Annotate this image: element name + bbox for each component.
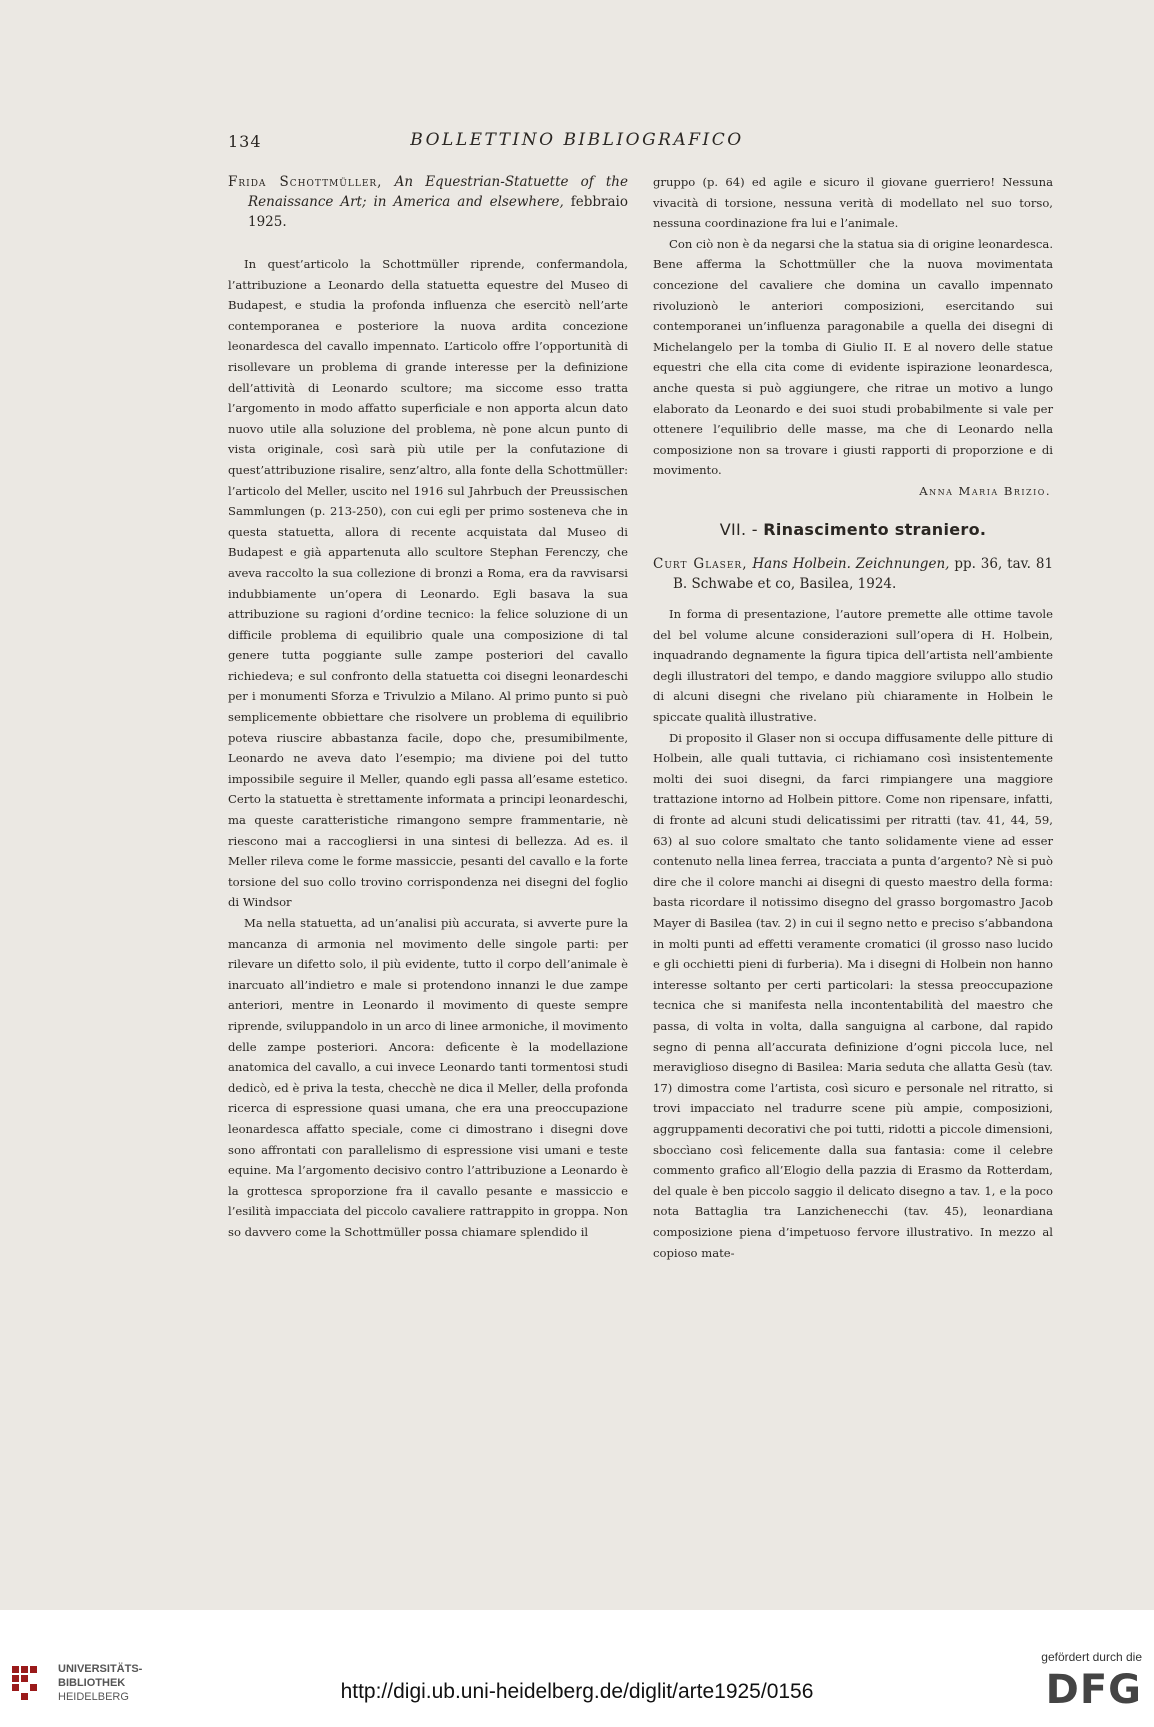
digitization-footer <box>0 1610 1154 1727</box>
library-name-line: BIBLIOTHEK <box>58 1677 126 1689</box>
reference-author: Frida Schottmüller, <box>228 174 383 190</box>
permalink[interactable]: http://digi.ub.uni-heidelberg.de/diglit/arte1925/0156 <box>340 1680 814 1703</box>
author-signature: Anna Maria Brizio. <box>919 483 1051 498</box>
right-column <box>653 172 1053 1263</box>
dfg-logo <box>1022 1650 1148 1720</box>
reference-title: An Equestrian-Statuette of the Renaissance Art; in America and elsewhere, <box>248 174 628 210</box>
reference-author: Curt Glaser, <box>653 556 748 573</box>
section-number: VII. - <box>719 519 758 539</box>
reference-glaser <box>653 554 1053 594</box>
paragraph: gruppo (p. 64) ed agile e sicuro il giovane guerriero! Nessuna vivacità di torsione, nessuna verità di modellato nel suo torso, nessuna coordinazione fra lui e l’animale. <box>653 175 1053 231</box>
funding-caption: gefördert durch die <box>1041 1650 1142 1664</box>
paragraph: Ma nella statuetta, ad un’analisi più accurata, si avverte pure la mancanza di armonia nel movimento delle singole parti: per rilevare un difetto solo, il più evidente, tutto il corpo dell’animale è inarcuato all’indietro e male si protendono innanzi le due zampe anteriori, mentre in Leonardo il movimento di queste sempre riprende, sviluppandolo in un arco di linee armoniche, il movimento delle zampe posteriori. Ancora: deficente è la modellazione anatomica del cavallo, a cui invece Leonardo tanti tormentosi studi dedicò, ed è priva la testa, checchè ne dica il Meller, della profonda ricerca di espressione quasi umana, che era una preoccupazione leonardesca affatto speciale, come ci dimostrano i disegni dove sono affrontati con parallelismo di espressione visi umani e teste equine. Ma l’argomento decisivo contro l’attribuzione a Leonardo è la grottesca sproporzione fra il cavallo pesante e massiccio e l’esilità impacciata del piccolo cavaliere rattrappito in groppa. Non so davvero come la Schottmüller possa chiamare splendido il <box>228 916 628 1239</box>
running-title: BOLLETTINO BIBLIOGRAFICO <box>410 130 744 150</box>
library-name-line: HEIDELBERG <box>58 1691 129 1703</box>
reference-title: Hans Holbein. Zeichnungen, <box>752 556 950 573</box>
paragraph: Con ciò non è da negarsi che la statua sia di origine leonardesca. Bene afferma la Schottmüller che la nuova movimentata concezione del cavaliere che domina un cavallo impennato rivoluzionò le anteriori composizioni, esercitando sui contemporanei un’influenza paragonabile a quella dei disegni di Michelangelo per la tomba di Giulio II. E al novero delle statue equestri che ella cita come di evidente ispirazione leonardesca, anche questa si può aggiungere, che ritrae un motivo a lungo elaborato da Leonardo e dei suoi studi probabilmente si vale per ottenere l’equilibrio delle masse, ma che di Leonardo nella composizione non sa trovare i giusti rapporti di proporzione e di movimento. <box>653 236 1053 478</box>
reference-schottmuller <box>228 172 628 232</box>
dfg-wordmark: DFG <box>1045 1667 1142 1713</box>
paragraph: In forma di presentazione, l’autore premette alle ottime tavole del bel volume alcune considerazioni sull’opera di H. Holbein, inquadrando degnamente la figura tipica dell’artista nell’ambiente degli illustratori del tempo, e dando maggiore sviluppo allo studio di alcuni disegni che rivelano più chiaramente in Holbein le spiccate qualità illustrative. <box>653 607 1053 725</box>
paragraph: Di proposito il Glaser non si occupa diffusamente delle pitture di Holbein, alle quali tuttavia, ci richiamano così insistentemente molti dei suoi disegni, da farci rimpiangere una maggiore trattazione intorno ad Holbein pittore. Come non ripensare, infatti, di fronte ad alcuni studi delicatissimi per ritratti (tav. 41, 44, 59, 63) al suo colore smaltato che tanto solidamente viene ad esser contenuto nella linea ferrea, tracciata a punta d’argento? Nè si può dire che il colore manchi ai disegni di questo maestro della forma: basta ricordare il notissimo disegno del grasso borgomastro Jacob Mayer di Basilea (tav. 2) in cui il segno netto e preciso s’abbandona in molti punti ad effetti veramente cromatici (il grosso naso lucido e gli occhietti pieni di furberia). Ma i disegni di Holbein non hanno interesse soltanto per certi particolari: la stessa preoccupazione tecnica che si manifesta nella incontentabilità del maestro che passa, di volta in volta, dalla sanguigna al carbone, dal rapido segno di penna all’accurata definizione d’ogni piccola luce, nel meraviglioso disegno di Basilea: Maria seduta che allatta Gesù (tav. 17) dimostra come l’artista, così sicuro e personale nel ritratto, si trovi impacciato nel tradurre scene più ampie, composizioni, aggruppamenti decorativi che poi tutti, ridotti a piccole dimensioni, sboccìano così felicemente dalla sua fantasia: come il celebre commento grafico all’Elogio della pazzia di Erasmo da Rotterdam, del quale è ben piccolo saggio il delicato disegno a tav. 1, e la poco nota Battaglia tra Lanzichenecchi (tav. 45), leonardiana composizione piena d’impetuoso fervore illustrativo. In mezzo al copioso mate- <box>653 730 1053 1260</box>
reference-date: febbraio 1925. <box>248 194 628 230</box>
section-title: Rinascimento straniero. <box>763 519 987 539</box>
paragraph: In quest’articolo la Schottmüller riprende, confermandola, l’attribuzione a Leonardo della statuetta equestre del Museo di Budapest, e studia la profonda influenza che esercitò nell’arte contemporanea e posteriore la nuova ardita concezione leonardesca del cavallo impennato. L’articolo offre l’opportunità di risollevare un problema di grande interesse per la definizione dell’attività di Leonardo scultore; ma siccome esso tratta l’argomento in modo affatto superficiale e non apporta alcun dato nuovo utile alla soluzione del problema, nè pone alcun punto di vista originale, così sarà più utile per la confutazione di quest’attribuzione risalire, senz’altro, alla fonte della Schottmüller: l’articolo del Meller, uscito nel 1916 sul Jahrbuch der Preussischen Sammlungen (p. 213-250), con cui egli per primo sosteneva che in questa statuetta, allora di recente acquistata dal Museo di Budapest e già appartenuta allo scultore Stephan Ferenczy, che aveva raccolto la sua collezione di bronzi a Roma, era da ravvisarsi indubbiamente un’opera di Leonardo. Egli basava la sua attribuzione su ragioni d’ordine tecnico: la felice soluzione di un difficile problema di equilibrio quale una composizione di tal genere tutta poggiante sulle zampe posteriori del cavallo richiedeva; e sul confronto della statuetta coi disegni leonardeschi per i monumenti Sforza e Trivulzio a Milano. Al primo punto si può semplicemente obbiettare che risolvere un problema di equilibrio poteva riuscire abbastanza facile, dopo che, presumibilmente, Leonardo ne aveva dato l’esempio; ma diviene poi del tutto impossibile seguire il Meller, quando egli passa all’esame estetico. Certo la statuetta è strettamente informata a principi leonardeschi, ma queste caratteristiche rimangono sempre frammentarie, nè riescono mai a raccogliersi in una sintesi di bellezza. Ad es. il Meller rileva come le forme massiccie, pesanti del cavallo e la forte torsione del suo collo trovino corrispondenza nei disegni del foglio di Windsor <box>228 257 628 910</box>
reference-details: pp. 36, tav. 81 B. Schwabe et co, Basilea, 1924. <box>673 556 1054 593</box>
page-number: 134 <box>228 132 262 151</box>
section-heading <box>653 520 1053 541</box>
left-column <box>228 172 628 1243</box>
library-name-line: UNIVERSITÄTS- <box>58 1663 143 1675</box>
